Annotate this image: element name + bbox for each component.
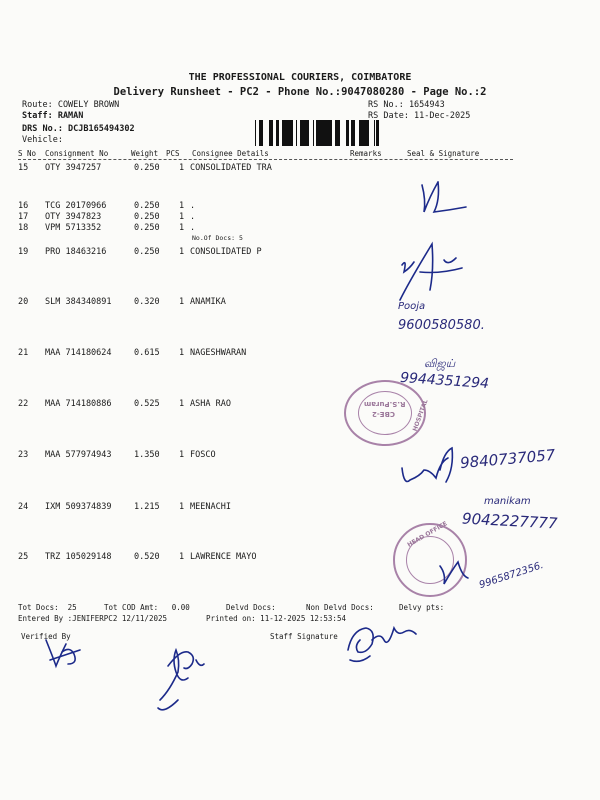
tot-docs: Tot Docs: 25: [18, 603, 77, 612]
table-row: 24 IXM 509374839 1.215 1 MEENACHI: [18, 502, 231, 512]
col-sno: S No: [18, 149, 37, 158]
entered-by: Entered By :JENIFERPC2 12/11/2025: [18, 614, 168, 623]
table-row: 23 MAA 577974943 1.350 1 FOSCO: [18, 450, 216, 460]
handwritten-name: விஜய்: [424, 357, 456, 370]
no-of-docs: No.Of Docs: 5: [192, 234, 243, 242]
col-seal: Seal & Signature: [407, 149, 480, 158]
delivered-docs: Delvd Docs:: [226, 603, 276, 612]
signature-stroke: [168, 652, 204, 669]
signature-stroke: [434, 182, 466, 212]
signature-stroke: [158, 700, 178, 710]
staff-signature-label: Staff Signature: [270, 632, 338, 641]
signature-stroke: [350, 656, 370, 661]
paper-speck: [546, 8, 548, 10]
rs-date: RS Date: 11-Dec-2025: [368, 111, 471, 121]
handwritten-name: manikam: [484, 496, 531, 507]
company-title: THE PROFESSIONAL COURIERS, COIMBATORE: [188, 72, 412, 83]
verified-by: Verified By: [21, 632, 71, 641]
handwritten-phone: 9965872356.: [477, 559, 545, 592]
handwritten-name: Pooja: [398, 301, 426, 312]
table-row: 22 MAA 714180886 0.525 1 ASHA RAO: [18, 399, 231, 409]
col-remarks: Remarks: [350, 149, 382, 158]
col-weight: Weight: [131, 149, 159, 158]
route-label: Route: COWELY BROWN: [22, 100, 120, 110]
table-row: 17 OTY 3947823 0.250 1 .: [18, 212, 196, 222]
table-row: 20 SLM 384340891 0.320 1 ANAMIKA: [18, 297, 226, 307]
printed-on: Printed on: 11-12-2025 12:53:54: [206, 614, 346, 623]
table-row: 15 OTY 3947257 0.250 1 CONSOLIDATED TRA: [18, 163, 272, 173]
runsheet-subtitle: Delivery Runsheet - PC2 - Phone No.:9047080280 - Page No.:2: [113, 86, 487, 98]
tot-cod-amount: Tot COD Amt: 0.00: [104, 603, 190, 612]
table-row: 16 TCG 20170966 0.250 1 .: [18, 201, 196, 211]
signature-stroke: [402, 458, 448, 482]
signature-stroke: [46, 640, 66, 666]
delivery-points: Delvy pts:: [399, 603, 445, 612]
signature-stroke: [440, 562, 468, 584]
col-details: Consignee Details: [192, 149, 269, 158]
handwritten-phone: 9600580580.: [398, 318, 485, 333]
handwritten-phone: 9042227777: [461, 509, 558, 533]
paper-speck: [469, 60, 471, 62]
non-delivered-docs: Non Delvd Docs:: [306, 603, 374, 612]
signature-stroke: [440, 448, 452, 482]
table-row: 18 VPM 5713352 0.250 1 .: [18, 223, 196, 233]
handwritten-phone: 9944351294: [399, 369, 490, 393]
drs-number: DRS No.: DCJB165494302: [22, 124, 135, 134]
col-pcs: PCS: [166, 149, 180, 158]
handwritten-phone: 9840737057: [459, 445, 557, 473]
hospital-stamp: R.S.Puram CBE-2 HOSPITAL: [344, 380, 426, 446]
table-row: 19 PRO 18463216 0.250 1 CONSOLIDATED P: [18, 247, 262, 257]
table-row: 21 MAA 714180624 0.615 1 NAGESHWARAN: [18, 348, 247, 358]
signature-stroke: [372, 628, 416, 642]
vehicle-label: Vehicle:: [22, 135, 63, 145]
office-stamp: HEAD OFFICE: [393, 523, 467, 597]
staff-label: Staff: RAMAN: [22, 111, 84, 121]
signature-stroke: [160, 650, 188, 700]
col-consignment: Consignment No: [45, 149, 109, 158]
signature-stroke: [420, 258, 462, 273]
signature-stroke: [348, 628, 373, 652]
rs-number: RS No.: 1654943: [368, 100, 445, 110]
table-row: 25 TRZ 105029148 0.520 1 LAWRENCE MAYO: [18, 552, 257, 562]
